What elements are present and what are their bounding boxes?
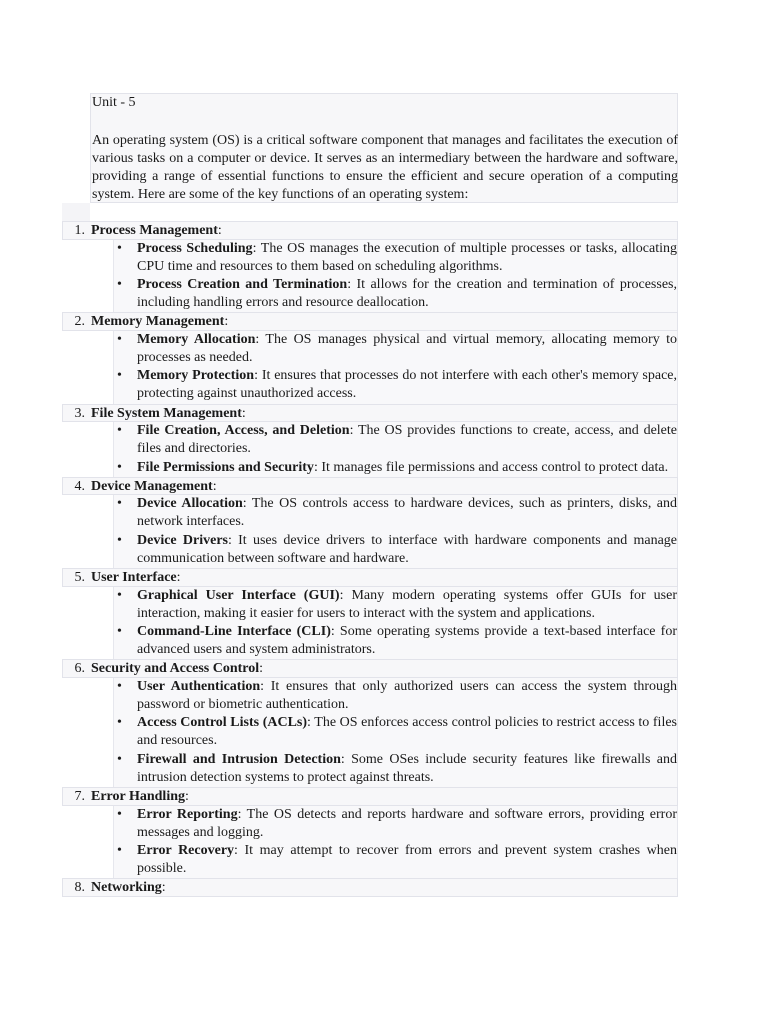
section-title-colon: : (259, 661, 264, 677)
section-title-colon: : (185, 789, 189, 805)
bullet-item (114, 714, 677, 750)
section-heading (62, 568, 678, 587)
section-title-colon: : (161, 880, 166, 896)
section-title-text: File System Management (91, 405, 242, 421)
bullet-item (114, 623, 677, 659)
bullet-term: Graphical User Interface (GUI) (137, 587, 340, 603)
section-title-text: Networking (91, 880, 162, 896)
intro-paragraph: An operating system (OS) is a critical software component that manages and facilitates the execution of various tasks on a computer or device. It serves as an intermediary between the hardware and software, providing a range of essential functions to ensure the efficient and secure operation of a computing system. Here are some of the key functions of an operating system: (92, 133, 678, 202)
bullet-list (113, 587, 678, 660)
list-section (62, 221, 678, 312)
list-section (62, 878, 678, 897)
bullet-term: Memory Protection (137, 368, 255, 384)
bullet-item (114, 842, 677, 878)
bullet-dot-icon: • (117, 842, 122, 858)
bullet-term: Process Creation and Termination (137, 276, 348, 292)
bullet-dot-icon: • (117, 623, 122, 639)
bullet-item (114, 806, 677, 842)
section-title-colon: : (217, 223, 222, 238)
section-number: 8. (74, 880, 85, 896)
bullet-description: : The OS detects and reports hardware and software errors, providing error messages and logging. (137, 806, 678, 840)
section-title-colon: : (212, 478, 217, 494)
bullet-item (114, 587, 677, 623)
section-title (91, 313, 228, 330)
bullet-term: Error Reporting (137, 806, 238, 822)
margin-strip (62, 203, 90, 221)
bullet-term: Command-Line Interface (CLI) (137, 623, 331, 639)
bullet-list (113, 495, 678, 568)
section-title-text: Process Management (91, 223, 218, 238)
bullet-dot-icon: • (117, 276, 122, 292)
section-number: 3. (74, 405, 85, 421)
section-heading (62, 878, 678, 897)
bullet-dot-icon: • (117, 459, 122, 475)
section-title (91, 879, 166, 896)
bullet-list (113, 678, 678, 787)
section-number: 4. (74, 478, 85, 494)
section-number: 2. (74, 314, 85, 330)
list-section (62, 477, 678, 568)
intro-block (90, 93, 678, 203)
bullet-term: Device Allocation (137, 496, 243, 512)
section-title (91, 405, 246, 422)
bullet-dot-icon: • (117, 532, 122, 548)
bullet-description: : Many modern operating systems offer GUIs for user interaction, making it easier for users to interact with the system and applications. (137, 587, 677, 621)
section-title-colon: : (241, 405, 246, 421)
bullet-item (114, 459, 677, 477)
section-heading (62, 787, 678, 806)
bullet-dot-icon: • (117, 240, 122, 256)
bullet-term: User Authentication (137, 678, 261, 694)
section-title (91, 478, 217, 495)
section-title-text: Memory Management (91, 314, 225, 330)
section-title-colon: : (176, 570, 181, 586)
section-heading (62, 312, 678, 331)
bullet-item (114, 240, 677, 276)
unit-heading: Unit - 5 (92, 95, 136, 110)
bullet-description: : It ensures that processes do not interfere with each other's memory space, protecting against unauthorized access. (137, 368, 677, 402)
section-number: 7. (74, 789, 85, 805)
list-section (62, 404, 678, 477)
bullet-item (114, 751, 677, 787)
bullet-item (114, 276, 677, 312)
bullet-term: Process Scheduling (137, 240, 253, 256)
bullet-dot-icon: • (117, 678, 122, 694)
bullet-item (114, 532, 677, 568)
section-number: 5. (74, 570, 85, 586)
section-title-text: User Interface (91, 570, 177, 586)
section-title (91, 788, 189, 805)
list-section (62, 659, 678, 787)
bullet-list (113, 806, 678, 879)
bullet-description: : It ensures that only authorized users can access the system through password or biometric authentication. (137, 678, 677, 713)
bullet-description: : Some OSes include security features like firewalls and intrusion detection systems to protect against threats. (137, 751, 677, 785)
section-number: 1. (74, 223, 85, 238)
section-title-colon: : (224, 314, 229, 330)
bullet-description: : It may attempt to recover from errors and prevent system crashes when possible. (137, 842, 677, 877)
bullet-term: Memory Allocation (137, 331, 256, 347)
bullet-dot-icon: • (117, 331, 122, 347)
bullet-description: : It uses device drivers to interface with hardware components and manage communication between software and hardware. (137, 532, 677, 566)
bullet-description: : The OS provides functions to create, access, and delete files and directories. (137, 423, 677, 457)
bullet-description: : The OS manages physical and virtual memory, allocating memory to processes as needed. (137, 331, 677, 366)
bullet-dot-icon: • (117, 715, 122, 731)
bullet-dot-icon: • (117, 368, 122, 384)
section-heading (62, 477, 678, 496)
bullet-term: Error Recovery (137, 842, 235, 858)
list-section (62, 568, 678, 659)
bullet-item (114, 367, 677, 403)
list-section (62, 787, 678, 878)
bullet-item (114, 678, 677, 714)
bullet-dot-icon: • (117, 423, 122, 439)
bullet-dot-icon: • (117, 806, 122, 822)
bullet-term: Access Control Lists (ACLs) (137, 715, 308, 731)
section-title (91, 660, 263, 677)
section-title-text: Error Handling (91, 789, 186, 805)
list-section (62, 312, 678, 403)
bullet-dot-icon: • (117, 751, 122, 767)
bullet-list (113, 240, 678, 313)
bullet-description: : Some operating systems provide a text-based interface for advanced users and system administrators. (137, 623, 678, 658)
section-heading (62, 221, 678, 240)
section-title-text: Device Management (91, 478, 213, 494)
bullet-item (114, 331, 677, 367)
bullet-description: : It manages file permissions and access control to protect data. (313, 459, 669, 475)
bullet-item (114, 495, 677, 531)
section-title (91, 569, 181, 586)
bullet-term: Firewall and Intrusion Detection (137, 751, 341, 767)
bullet-description: : The OS enforces access control policies to restrict access to files and resources. (137, 715, 677, 749)
bullet-list (113, 422, 678, 477)
section-heading (62, 659, 678, 678)
bullet-item (114, 422, 677, 458)
bullet-dot-icon: • (117, 496, 122, 512)
bullet-description: : The OS manages the execution of multiple processes or tasks, allocating CPU time and resources to them based on scheduling algorithms. (137, 240, 678, 274)
bullet-dot-icon: • (117, 587, 122, 603)
bullet-term: Device Drivers (137, 532, 228, 548)
section-title-text: Security and Access Control (91, 661, 260, 677)
section-title (91, 222, 222, 239)
bullet-description: : It allows for the creation and termination of processes, including handling errors and resource deallocation. (137, 276, 677, 311)
bullet-term: File Permissions and Security (137, 459, 314, 475)
section-heading (62, 404, 678, 423)
bullet-list (113, 331, 678, 404)
bullet-description: : The OS controls access to hardware devices, such as printers, disks, and network interfaces. (137, 496, 677, 530)
bullet-term: File Creation, Access, and Deletion (137, 423, 350, 439)
section-number: 6. (74, 661, 85, 677)
functions-list (62, 221, 678, 897)
